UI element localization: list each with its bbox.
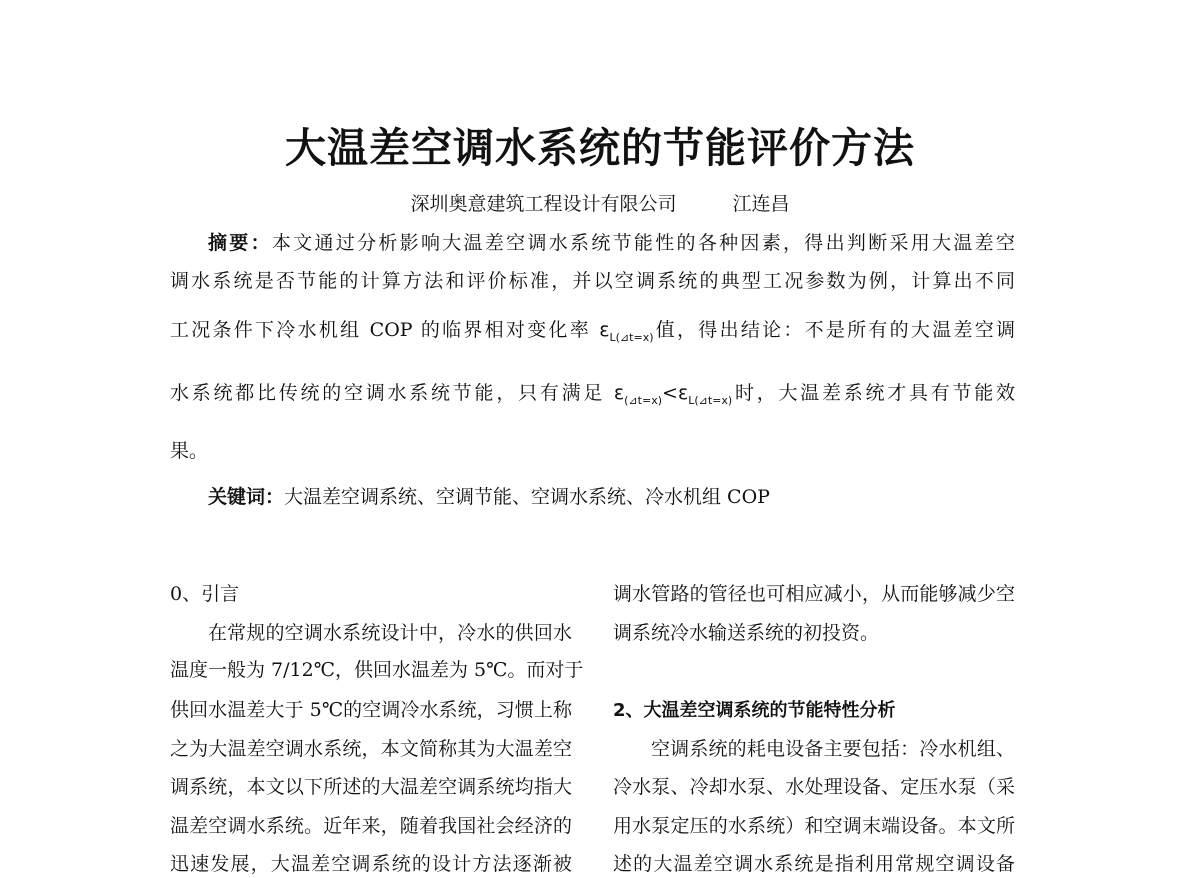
right-column-line: 空调系统的耗电设备主要包括：冷水机组、 <box>651 738 1015 760</box>
abstract-text-1: 本文通过分析影响大温差空调水系统节能性的各种因素，得出判断采用大温差空 <box>271 232 1015 254</box>
left-column-line: 温差空调水系统。近年来，随着我国社会经济的 <box>170 815 572 837</box>
left-column-line: 调系统，本文以下所述的大温差空调系统均指大 <box>170 776 572 798</box>
right-column-line: 述的大温差空调水系统是指利用常规空调设备 <box>613 853 1015 875</box>
section-2-heading: 2、大温差空调系统的节能特性分析 <box>613 700 896 721</box>
abstract-line-2: 调水系统是否节能的计算方法和评价标准，并以空调系统的典型工况参数为例，计算出不同 <box>170 270 1015 292</box>
left-column-line: 之为大温差空调水系统，本文简称其为大温差空 <box>170 738 572 760</box>
abstract-line-4 <box>170 379 1015 415</box>
left-column-line: 迅速发展，大温差空调系统的设计方法逐渐被 <box>170 853 572 875</box>
epsilon-symbol: ε <box>677 382 689 404</box>
author-name: 江连昌 <box>732 193 790 215</box>
epsilon-subscript: L(⊿t=x) <box>688 394 733 407</box>
abstract-text-4a: 水系统都比传统的空调水系统节能，只有满足 <box>170 382 614 404</box>
author-organization: 深圳奥意建筑工程设计有限公司 <box>410 193 677 215</box>
less-than-symbol: < <box>662 382 678 404</box>
section-0-heading: 0、引言 <box>170 583 240 605</box>
abstract-line-3 <box>170 316 1015 352</box>
epsilon-symbol: ε <box>599 319 610 341</box>
keywords-line <box>208 483 770 511</box>
right-column-line: 用水泵定压的水系统）和空调末端设备。本文所 <box>613 815 1015 837</box>
abstract-text-4b: 时，大温差系统才具有节能效 <box>732 382 1015 404</box>
abstract-text-3a: 工况条件下冷水机组 COP 的临界相对变化率 <box>170 319 600 341</box>
paper-title: 大温差空调水系统的节能评价方法 <box>285 124 915 172</box>
right-column-line: 调水管路的管径也可相应减小，从而能够减少空 <box>613 583 1015 605</box>
epsilon-symbol: ε <box>613 382 625 404</box>
abstract-line-5: 果。 <box>170 440 209 462</box>
abstract-label: 摘要： <box>208 232 272 254</box>
right-column-line: 冷水泵、冷却水泵、水处理设备、定压水泵（采 <box>613 776 1015 798</box>
left-column-line: 温度一般为 7/12℃，供回水温差为 5℃。而对于 <box>170 659 584 681</box>
epsilon-subscript: L(⊿t=x) <box>609 331 654 344</box>
abstract-line-1 <box>208 229 1015 257</box>
keywords-label: 关键词： <box>208 486 285 508</box>
left-column-line: 在常规的空调水系统设计中，冷水的供回水 <box>208 622 572 644</box>
left-column-line: 供回水温差大于 5℃的空调冷水系统，习惯上称 <box>170 699 572 721</box>
author-line <box>0 190 1200 218</box>
abstract-text-3b: 值，得出结论：不是所有的大温差空调 <box>653 319 1015 341</box>
epsilon-subscript: (⊿t=x) <box>624 394 663 407</box>
right-column-line: 调系统冷水输送系统的初投资。 <box>613 622 880 644</box>
keywords-text: 大温差空调系统、空调节能、空调水系统、冷水机组 COP <box>284 486 770 508</box>
